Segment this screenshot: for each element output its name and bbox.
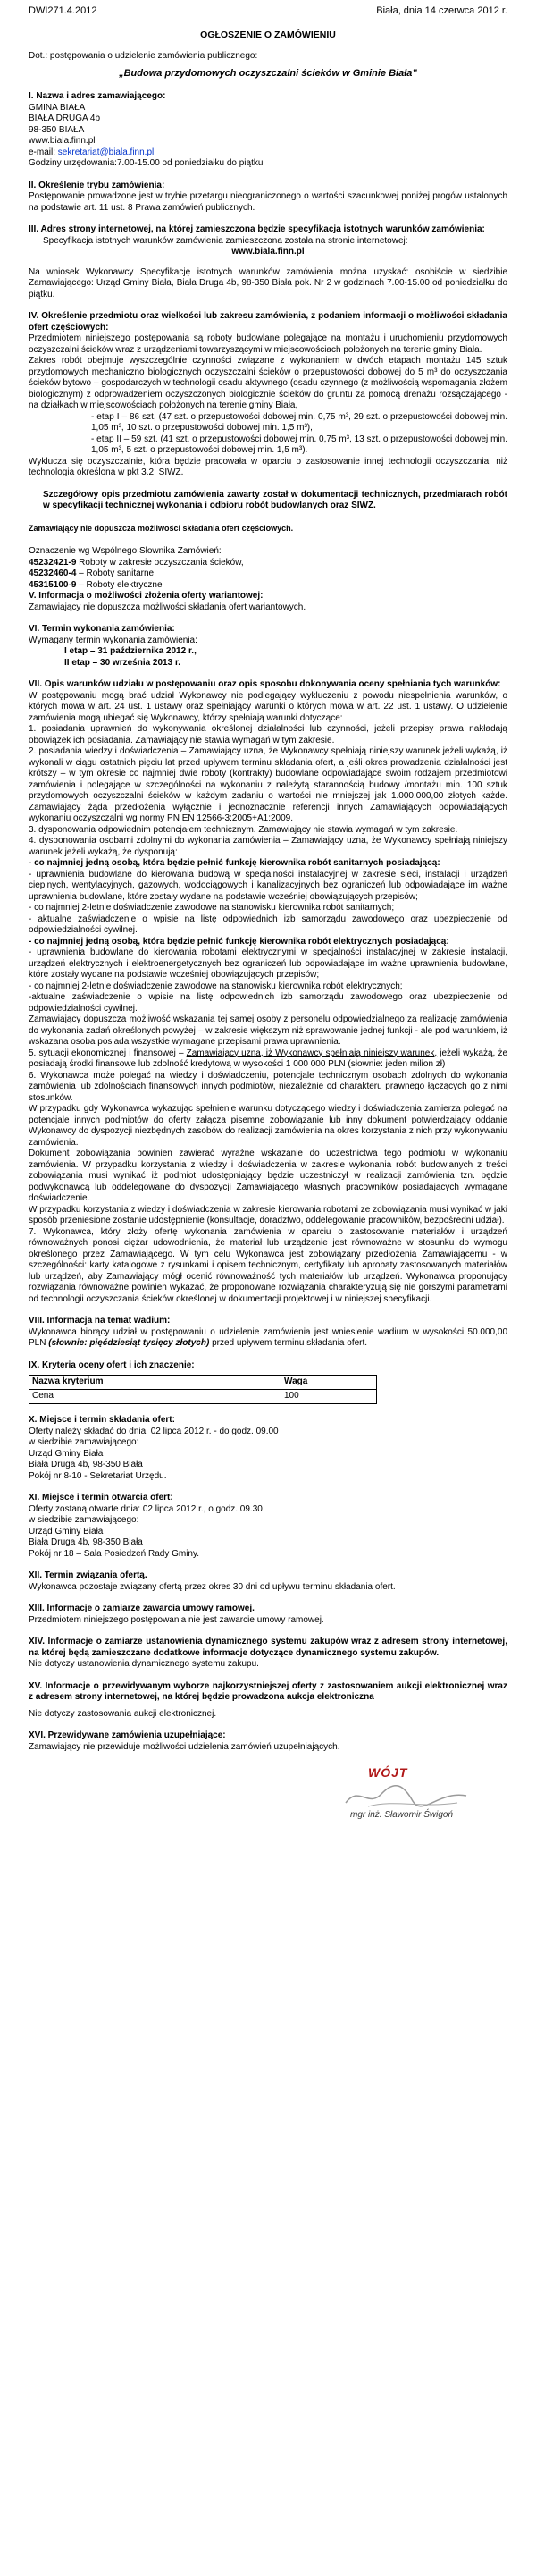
project-title: „Budowa przydomowych oczyszczalni ścieków w Gminie Biała”	[119, 67, 417, 79]
section-12	[29, 1570, 507, 1593]
section-7-heading: VII. Opis warunków udziału w postępowaniu oraz opis sposobu dokonywania oceny spełniania tych warunków:	[29, 679, 501, 689]
address-line: BIAŁA DRUGA 4b	[29, 114, 101, 123]
section-7-electrical-manager: - co najmniej jedną osobą, która będzie pełnić funkcję kierownika robót elektrycznych posiadającą:	[29, 936, 449, 947]
section-7-paragraph: 1. posiadania uprawnień do wykonywania określonej działalności lub czynności, jeżeli przepisy prawa nakładają obowiązek ich posiadania. Zamawiający nie stawia wymagań w tym zakresie.	[29, 724, 507, 745]
cpv-item	[29, 580, 507, 592]
section-14-heading: XIV. Informacje o zamiarze ustanowienia dynamicznego systemu zakupów wraz z adresem strony internetowej, na której będą zamieszczane dodatkowe informacje dotyczące dynamicznego systemu zakupów.	[29, 1637, 507, 1658]
financial-b: Zamawiający uzna, iż Wykonawcy spełniają niniejszy warunek,	[186, 1048, 438, 1058]
section-4-heading: IV. Określenie przedmiotu oraz wielkości lub zakresu zamówienia, z podaniem informacji o możliwości składania ofert częściowych:	[29, 311, 507, 333]
section-4-paragraph: Przedmiotem niniejszego postępowania są roboty budowlane polegające na montażu i uruchomieniu przydomowych oczyszczalni ścieków wraz z urządzeniami towarzyszącymi w miejscowościach położonych na terenie gminy Biała.	[29, 333, 507, 355]
section-2-text: Postępowanie prowadzone jest w trybie przetargu nieograniczonego o wartości szacunkowej poniżej progów ustalonych na podstawie art. 11 ust. 8 Prawa zamówień publicznych.	[29, 191, 507, 213]
document-page	[29, 0, 507, 1839]
section-8-text	[29, 1327, 507, 1350]
section-15-heading: XV. Informacje o przewidywanym wyborze najkorzystniejszej oferty z zastosowaniem aukcji elektronicznej wraz z adresem strony internetowej, na której będzie prowadzona aukcja elektroniczna	[29, 1680, 507, 1702]
section-10-line: Pokój nr 8-10 - Sekretariat Urzędu.	[29, 1470, 167, 1481]
table-header-row	[29, 1376, 377, 1390]
cpv-code: 45232421-9	[29, 557, 77, 568]
wadium-a: Wykonawca biorący udział w postępowaniu o udzielenie zamówienia jest wniesienie wadium w wysokości 50.000,00 PLN	[29, 1326, 507, 1348]
section-7-paragraph: 7. Wykonawca, który złoży ofertę wykonania zamówienia w oparciu o zastosowanie materiałów i urządzeń równoważnych ponosi ciężar udowodnienia, że materiał lub urządzenie jest równoważne w stosunku do wymogu określonego przez Zamawiającego. W tym celu Wykonawca jest zobowiązany przedłożenia Zamawiającemu - w szczególności: karty katalogowe z rysunkami i opisem technicznym, certyfikaty lub aprobaty zastosowanych materiałów lub urządzeń, aby Zamawiający mógł ocenić równoważność tych materiałów lub urządzeń. Wykonawca proponujący rozwiązania równoważne powinien wykazać, że proponowane rozwiązania charakteryzują się nie gorszymi parametrami od technologii oczyszczania ścieków określonej w dokumentacji projektowej i w niniejszej specyfikacji.	[29, 1226, 507, 1304]
section-15	[29, 1681, 507, 1721]
table-cell: 100	[281, 1390, 377, 1404]
signature-block	[332, 1767, 507, 1839]
section-10-line: Urząd Gminy Biała	[29, 1448, 104, 1459]
section-7-sanitary-manager: - co najmniej jedną osobą, która będzie pełnić funkcję kierownika robót sanitarnych posiadającą:	[29, 858, 440, 868]
spec-url[interactable]: www.biala.finn.pl	[231, 247, 305, 257]
website-line: www.biala.finn.pl	[29, 136, 96, 146]
financial-a: 5. sytuacji ekonomicznej i finansowej –	[29, 1048, 187, 1058]
financial-c: jeżeli wykażą, że posiadają środki finansowe lub zdolność kredytową w wysokości 1 000 000 PLN (słownie: jeden milion zł)	[29, 1048, 508, 1069]
cpv-item	[29, 568, 507, 580]
section-11-line: Urząd Gminy Biała	[29, 1526, 104, 1536]
office-hours: Godziny urzędowania:7.00-15.00 od poniedziałku do piątku	[29, 158, 264, 168]
section-3-text: Specyfikacja istotnych warunków zamówienia zamieszczona została na stronie internetowej:	[43, 235, 408, 246]
table-header-cell: Waga	[281, 1376, 377, 1390]
signatory-name: mgr inż. Sławomir Świgoń	[350, 1810, 454, 1820]
section-1	[29, 91, 507, 170]
section-14	[29, 1637, 507, 1671]
table-cell: Cena	[29, 1390, 281, 1404]
wadium-b: (słownie: pięćdziesiąt tysięcy złotych)	[48, 1338, 210, 1348]
section-6-heading: VI. Termin wykonania zamówienia:	[29, 624, 175, 634]
section-11	[29, 1493, 507, 1560]
section-2	[29, 181, 507, 215]
section-8	[29, 1316, 507, 1350]
section-7-paragraph: W postępowaniu mogą brać udział Wykonawcy nie podlegający wykluczeniu z powodu niespełnienia warunków, o których mowa w art. 24 ust. 1 ustawy oraz spełniający warunki o których mowa w art. 22 ust. 1 ustawy. O udzielenie zamówienia mogą ubiegać się Wykonawcy, którzy spełniają warunki dotyczące:	[29, 690, 507, 723]
section-13-text: Przedmiotem niniejszego postępowania nie jest zawarcie umowy ramowej.	[29, 1614, 324, 1625]
cpv-label: Oznaczenie wg Wspólnego Słownika Zamówień:	[29, 546, 222, 556]
stage-2-deadline: II etap – 30 września 2013 r.	[64, 657, 181, 668]
section-7-paragraph: 6. Wykonawca może polegać na wiedzy i doświadczeniu, potencjale technicznym osobach zdolnych do wykonania zamówienia lub zdolnościach finansowych innych podmiotów, niezależnie od charakteru prawnego łączących go z nimi stosunków.	[29, 1070, 507, 1103]
section-7-paragraph: - aktualne zaświadczenie o wpisie na listę odpowiednich izb samorządu zawodowego oraz ubezpieczenie od odpowiedzialności cywilnej.	[29, 913, 507, 935]
section-4-paragraph: Wykluczа się oczyszczalnie, która będzie pracowała w oparciu o zastosowanie innej technologii oczyszczania, niż technologia określona w pkt 3.2. SIWZ.	[29, 456, 507, 477]
section-3-request-info: Na wniosek Wykonawcy Specyfikację istotnych warunków zamówienia można uzyskać: osobiście w siedzibie Zamawiającego: Urząd Gminy Biała, Biała Druga 4b, 98-350 Biała pok. Nr 2 w godzinach 7.00-15.00 od poniedziałku do piątku.	[29, 266, 507, 299]
section-3	[29, 224, 507, 300]
stage-1-deadline: I etap – 31 października 2012 r.,	[64, 646, 197, 656]
section-7-paragraph: - uprawnienia budowlane do kierowania robotami elektrycznymi w specjalności instalacyjnej w zakresie instalacji, urządzeń elektrycznych i elektroenergetycznych bez ograniczeń lub odpowiadające im ważne uprawnienia budowlane, które zostały wydane na podstawie wcześniej obowiązujących przepisów;	[29, 947, 507, 980]
document-header	[29, 5, 507, 17]
section-16	[29, 1730, 507, 1753]
cpv-code: 45232460-4	[29, 568, 77, 578]
section-11-heading: XI. Miejsce i termin otwarcia ofert:	[29, 1493, 173, 1503]
stage-1-scope: - etap I – 86 szt, (47 szt. o przepustowości dobowej min. 0,75 m³, 29 szt. o przepustowości dobowej min. 1,05 m³, 10 szt. o przepustowości dobowej min. 1,5 m³),	[91, 411, 507, 433]
section-9-heading: IX. Kryteria oceny ofert i ich znaczenie:	[29, 1360, 195, 1370]
section-7-paragraph: 2. posiadania wiedzy i doświadczenia – Zamawiający uzna, że Wykonawcy spełniają niniejszy warunek jeżeli wykażą, iż wykonali w ciągu ostatnich pięciu lat przed upływem terminu składania ofert, a jeśli okres prowadzenia działalności jest krótszy – w tym okresie co najmniej dwie roboty (kontrakty) budowlane odpowiadające swoim rodzajem przedmiotowi zamówienia i polegające w szczególności na wykonaniu z należytą starannością budowy /montażu min. 100 sztuk przydomowych oczyszczalni ścieków w każdym zadaniu o wartości nie mniejszej jak 1.000.000,00 złotych każde. Zamawiający żąda przedłożenia wyłącznie i jednoznacznie referencji innych Zamawiających odpowiadających wykonaniu oczyszczalni wg normy PN EN 12566-3:2005+A1:2009.	[29, 746, 507, 823]
cpv-desc: – Roboty elektryczne	[76, 579, 163, 590]
section-16-heading: XVI. Przewidywane zamówienia uzupełniające:	[29, 1730, 226, 1740]
signature-scribble-icon	[341, 1781, 475, 1812]
section-11-line: Biała Druga 4b, 98-350 Biała	[29, 1537, 143, 1547]
section-7-paragraph: - uprawnienia budowlane do kierowania budową w specjalności instalacyjnej w zakresie sieci, instalacji i urządzeń cieplnych, wentylacyjnych, gazowych, wodociągowych i kanalizacyjnych bez ograniczeń lub odpowiadające im ważne uprawnienia budowlane, które zostały wydane na podstawie wcześniej obowiązujących przepisów;	[29, 869, 507, 902]
cpv-desc: – Roboty sanitarne,	[76, 568, 156, 578]
section-10	[29, 1415, 507, 1482]
cpv-item	[29, 558, 507, 569]
section-7-paragraph: - co najmniej 2-letnie doświadczenie zawodowe na stanowisku kierownika robót sanitarnych;	[29, 903, 395, 913]
section-10-line: Biała Druga 4b, 98-350 Biała	[29, 1460, 143, 1469]
cpv-desc: Roboty w zakresie oczyszczania ścieków,	[76, 557, 244, 568]
section-15-text: Nie dotyczy zastosowania aukcji elektronicznej.	[29, 1708, 217, 1719]
section-10-heading: X. Miejsce i termin składania ofert:	[29, 1415, 175, 1425]
section-4-paragraph: Zakres robót obejmuje wyszczególnie czynności związane z wykonaniem w dwóch etapach montażu 145 sztuk przydomowych mechaniczno biologicznych oczyszczalni ścieków o przepustowości dobowej do 5 m³ do oczyszczania ścieków bytowo – gospodarczych w technologii osadu aktywnego (osadu czynnego (z możliwością wspomagania złożem biologicznym) z odprowadzeniem oczyszczonych biologicznie ścieków do gruntu za pomocą drenażu rozsączającego - na działkach w miejscowościach położonych na terenie gminy Biała,	[29, 356, 507, 410]
section-11-line: Oferty zostaną otwarte dnia: 02 lipca 2012 r., o godz. 09.30	[29, 1503, 263, 1514]
section-2-heading: II. Określenie trybu zamówienia:	[29, 180, 165, 190]
section-7-financial	[29, 1048, 507, 1071]
section-7	[29, 679, 507, 1305]
partial-offers-note: Zamawiający nie dopuszcza możliwości składania ofert częściowych.	[29, 523, 294, 533]
section-12-heading: XII. Termin związania ofertą.	[29, 1570, 147, 1580]
document-title: OGŁOSZENIE O ZAMÓWIENIU	[200, 29, 336, 40]
subject-line: Dot.: postępowania o udzielenie zamówienia publicznego:	[29, 51, 258, 61]
cpv-code: 45315100-9	[29, 579, 77, 590]
section-16-text: Zamawiający nie przewiduje możliwości udzielenia zamówień uzupełniających.	[29, 1741, 340, 1752]
section-5-heading: V. Informacja o możliwości złożenia oferty wariantowej:	[29, 591, 264, 601]
section-11-line: Pokój nr 18 – Sala Posiedzeń Rady Gminy.	[29, 1548, 200, 1559]
table-header-cell: Nazwa kryterium	[29, 1376, 281, 1390]
section-1-heading: I. Nazwa i adres zamawiającego:	[29, 91, 166, 101]
section-5-text: Zamawiający nie dopuszcza możliwości składania ofert wariantowych.	[29, 602, 306, 612]
section-6	[29, 624, 507, 669]
section-8-heading: VIII. Informacja na temat wadium:	[29, 1316, 171, 1326]
section-9	[29, 1360, 507, 1405]
detail-description: Szczegółowy opis przedmiotu zamówienia zawarty został w dokumentacji technicznych, przedmiarach robót w specyfikacji technicznej wykonania i odbioru robót budowlanych oraz SIWZ.	[43, 489, 507, 510]
address-line: GMINA BIAŁA	[29, 102, 86, 113]
section-14-text: Nie dotyczy ustanowienia dynamicznego systemu zakupu.	[29, 1659, 259, 1669]
criteria-table	[29, 1375, 377, 1404]
email-label: e-mail:	[29, 147, 58, 157]
section-12-text: Wykonawca pozostaje związany ofertą przez okres 30 dni od upływu terminu składania ofert.	[29, 1581, 396, 1592]
section-7-paragraph: 3. dysponowania odpowiednim potencjałem technicznym. Zamawiający nie stawia wymagań w tym zakresie.	[29, 824, 458, 835]
email-line	[29, 147, 507, 159]
section-7-paragraph: W przypadku korzystania z wiedzy i doświadczenia w zakresie kierowania robotami ze zobowiązania musi wynikać w jaki sposób przeniesione zostanie udostępnienie (konsultacje, doradztwo, oddelegowanie pracowników, bezpośredni udział).	[29, 1204, 507, 1225]
section-7-paragraph: - co najmniej 2-letnie doświadczenie zawodowe na stanowisku kierownika robót elektrycznych;	[29, 981, 403, 991]
section-4	[29, 311, 507, 613]
section-10-line: Oferty należy składać do dnia: 02 lipca 2012 r. - do godz. 09.00	[29, 1426, 279, 1436]
section-10-line: w siedzibie zamawiającego:	[29, 1437, 139, 1447]
section-11-line: w siedzibie zamawiającego:	[29, 1515, 139, 1525]
reference-number: DWI271.4.2012	[29, 5, 97, 16]
stamp-title: WÓJT	[368, 1765, 408, 1780]
section-3-heading: III. Adres strony internetowej, na której zamieszczona będzie specyfikacja istotnych warunków zamówienia:	[29, 224, 485, 234]
section-7-paragraph: Dokument zobowiązania powinien zawierać wyraźne wskazanie do uczestnictwa tego podmiotu w wykonaniu zamówienia. W przypadku korzystania z wiedzy i doświadczenia w zakresie wykonania robót budowlanych z treści zobowiązania musi wynikać iż podmiot udostępniający będzie uczestniczył w realizacji zamówienia tzn. będzie podwykonawcą lub oddelegowane do dyspozycji Zamawiającego własnych pracowników posiadających wymagane doświadczenie.	[29, 1149, 507, 1203]
table-row	[29, 1390, 377, 1404]
section-6-text: Wymagany termin wykonania zamówienia:	[29, 635, 197, 645]
wadium-c: przed upływem terminu składania ofert.	[209, 1338, 368, 1348]
section-7-paragraph: 4. dysponowania osobami zdolnymi do wykonania zamówienia – Zamawiający uzna, że Wykonawcy spełniają niniejszy warunek jeżeli wykażą, że dysponują:	[29, 836, 507, 857]
section-7-paragraph: W przypadku gdy Wykonawca wykazując spełnienie warunku dotyczącego wiedzy i doświadczenia zamierza polegać na potencjale innych podmiotów do oferty załącza pisemne zobowiązanie lub inny dokument potwierdzający oddanie Wykonawcy do dyspozycji niezbędnych zasobów do realizacji zamówienia na okres korzystania z nich przy wykonywaniu zamówienia.	[29, 1104, 507, 1148]
section-7-paragraph: -aktualne zaświadczenie o wpisie na listę odpowiednich izb samorządu zawodowego oraz ubezpieczenie od odpowiedzialności cywilnej.	[29, 992, 507, 1014]
section-7-paragraph: Zamawiający dopuszcza możliwość wskazania tej samej osoby z personelu odpowiedzialnego za realizację zamówienia do wykonania zadań określonych powyżej – w zakresie większym niż sprawowanie jednej funkcji - ale pod warunkiem, iż wskazana osoba posiada wszystkie wymagane przepisami prawa uprawnienia.	[29, 1014, 507, 1047]
place-date: Biała, dnia 14 czerwca 2012 r.	[376, 5, 507, 16]
stage-2-scope: - etap II – 59 szt. (41 szt. o przepustowości dobowej min. 0,75 m³, 13 szt. o przepustowości dobowej min. 1,05 m³, 5 szt. o przepustowości dobowej min. 1,5 m³).	[91, 434, 507, 455]
email-link[interactable]: sekretariat@biala.finn.pl	[57, 147, 155, 157]
section-13	[29, 1604, 507, 1626]
section-13-heading: XIII. Informacje o zamiarze zawarcia umowy ramowej.	[29, 1604, 255, 1613]
address-line: 98-350 BIAŁA	[29, 124, 85, 135]
